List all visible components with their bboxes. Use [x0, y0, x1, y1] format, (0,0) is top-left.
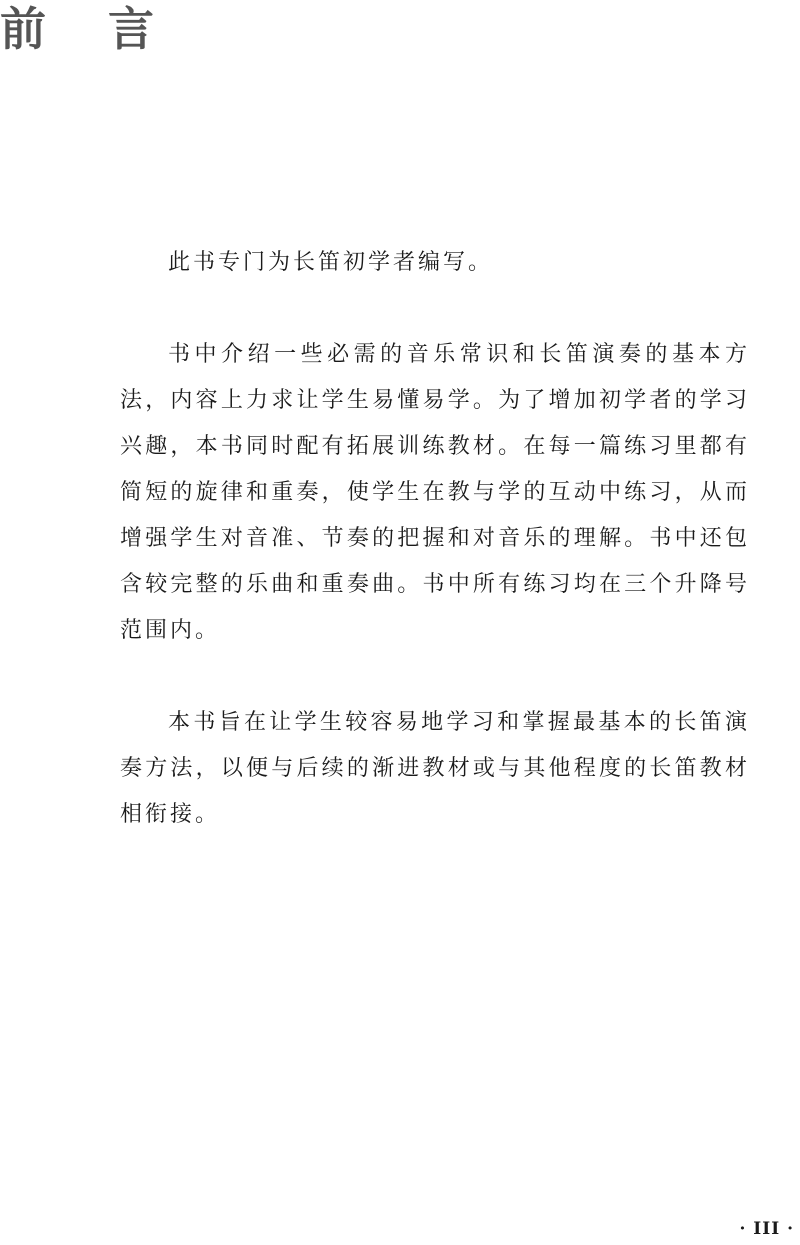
paragraph-content: 书中介绍一些必需的音乐常识和长笛演奏的基本方法，内容上力求让学生易懂易学。为了增加初学者的学习兴趣，本书同时配有拓展训练教材。在每一篇练习里都有简短的旋律和重奏，使学生在教与学的互动中练习，从而增强学生对音准、节奏的把握和对音乐的理解。书中还包含较完整的乐曲和重奏曲。书中所有练习均在三个升降号范围内。 [120, 342, 750, 643]
paragraph-intro: 此书专门为长笛初学者编写。 [168, 250, 494, 275]
page-title: 前言 [0, 2, 216, 56]
paragraph-purpose: 本书旨在让学生较容易地学习和掌握最基本的长笛演奏方法，以便与后续的渐进教材或与其他程度的长笛教材相衔接。 [120, 710, 750, 827]
page-number: · III · [739, 1219, 794, 1239]
preface-body [120, 240, 750, 838]
